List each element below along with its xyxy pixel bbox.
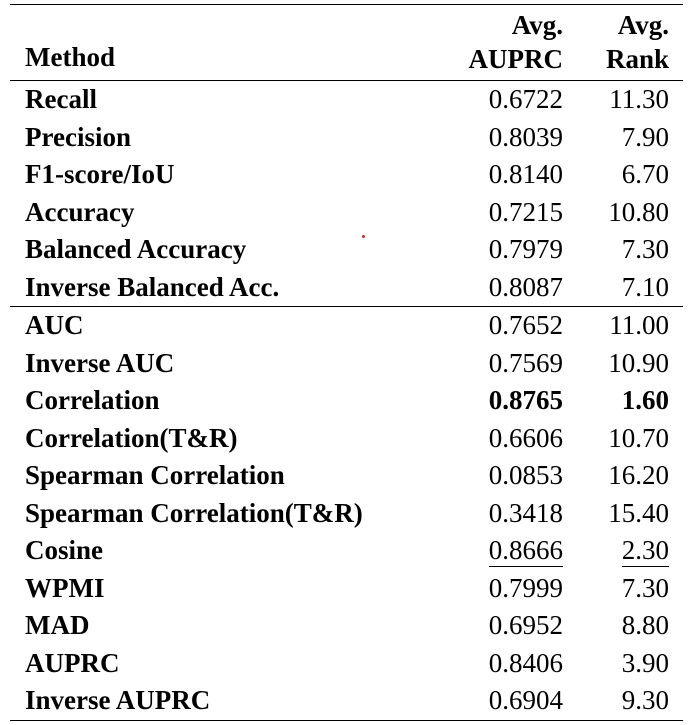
method-cell: Correlation(T&R): [25, 422, 238, 453]
header-rank-line2: Rank: [605, 44, 669, 74]
method-cell: Cosine: [25, 535, 104, 565]
table-row: [10, 119, 683, 157]
table-row: [10, 269, 683, 307]
method-cell: Inverse AUPRC: [10, 682, 413, 720]
method-cell: MAD: [25, 610, 90, 640]
method-cell: AUPRC: [25, 647, 120, 678]
header-row: [10, 5, 683, 81]
avg-auprc-cell: 0.8406: [488, 647, 563, 678]
method-cell: WPMI: [25, 572, 105, 603]
avg-auprc-cell: 0.8140: [488, 159, 563, 189]
table-row: [10, 457, 683, 495]
results-table-container: [10, 4, 683, 721]
method-cell: Inverse Balanced Acc.: [25, 271, 280, 302]
avg-auprc-cell: 0.7652: [413, 307, 565, 345]
table-row: [10, 420, 683, 458]
avg-auprc-cell: 0.0853: [488, 460, 563, 490]
avg-auprc-cell: [413, 532, 565, 570]
avg-rank-cell: 1.60: [621, 385, 669, 415]
table-row: [10, 682, 683, 720]
header-auprc-line1: Avg.: [511, 10, 563, 40]
avg-rank-cell: 10.80: [608, 196, 669, 227]
table-row: [10, 156, 683, 194]
method-cell: Accuracy: [25, 196, 135, 227]
avg-auprc-value: 0.8666: [488, 535, 563, 565]
table-row: [10, 570, 683, 608]
table-row: [10, 81, 683, 119]
method-cell: Correlation: [25, 385, 160, 415]
avg-rank-cell: 11.00: [565, 307, 683, 345]
method-cell: Inverse AUC: [25, 347, 175, 378]
avg-rank-cell: [565, 532, 683, 570]
header-avg-auprc: [413, 5, 565, 81]
table-row: [10, 231, 683, 269]
header-method: Method: [10, 5, 413, 81]
avg-rank-cell: 7.30: [621, 572, 669, 603]
avg-auprc-cell: 0.8087: [488, 271, 563, 302]
header-rank-line1: Avg.: [617, 10, 669, 40]
avg-auprc-cell: 0.6606: [488, 422, 563, 453]
method-cell: Spearman Correlation: [25, 460, 285, 490]
method-cell: Balanced Accuracy: [25, 234, 247, 264]
avg-auprc-cell: 0.7999: [488, 572, 563, 603]
red-dot-mark: [362, 235, 365, 238]
table-row: [10, 532, 683, 570]
avg-rank-cell: 7.90: [621, 121, 669, 152]
table-row: [10, 307, 683, 345]
avg-rank-cell: 6.70: [621, 159, 669, 189]
avg-rank-cell: 8.80: [621, 610, 669, 640]
results-table: [10, 4, 683, 721]
avg-auprc-cell: 0.6722: [488, 84, 563, 114]
table-row: [10, 607, 683, 645]
avg-rank-cell: 9.30: [565, 682, 683, 720]
avg-auprc-cell: 0.7569: [488, 347, 563, 378]
table-row: [10, 194, 683, 232]
avg-auprc-cell: 0.7215: [488, 196, 563, 227]
method-cell: AUC: [10, 307, 413, 345]
avg-rank-cell: 7.10: [621, 271, 669, 302]
avg-auprc-cell: 0.8765: [488, 385, 563, 415]
avg-rank-cell: 7.30: [621, 234, 669, 264]
avg-auprc-cell: 0.3418: [488, 497, 563, 528]
avg-rank-cell: 16.20: [608, 460, 669, 490]
header-avg-rank: [565, 5, 683, 81]
avg-rank-cell: 11.30: [609, 84, 669, 114]
table-row: [10, 495, 683, 533]
method-cell: F1-score/IoU: [25, 159, 175, 189]
method-cell: Precision: [25, 121, 131, 152]
table-row: [10, 345, 683, 383]
avg-rank-cell: 10.90: [608, 347, 669, 378]
avg-rank-cell: 10.70: [608, 422, 669, 453]
avg-rank-cell: 3.90: [621, 647, 669, 678]
avg-rank-cell: 15.40: [608, 497, 669, 528]
avg-auprc-cell: 0.6904: [413, 682, 565, 720]
table-body: [10, 81, 683, 721]
method-cell: Recall: [25, 84, 97, 114]
table-row: [10, 382, 683, 420]
header-auprc-line2: AUPRC: [468, 44, 563, 74]
avg-rank-value: 2.30: [621, 535, 669, 565]
method-cell: Spearman Correlation(T&R): [25, 497, 363, 528]
avg-auprc-cell: 0.7979: [488, 234, 563, 264]
avg-auprc-cell: 0.6952: [488, 610, 563, 640]
table-row: [10, 645, 683, 683]
avg-auprc-cell: 0.8039: [488, 121, 563, 152]
